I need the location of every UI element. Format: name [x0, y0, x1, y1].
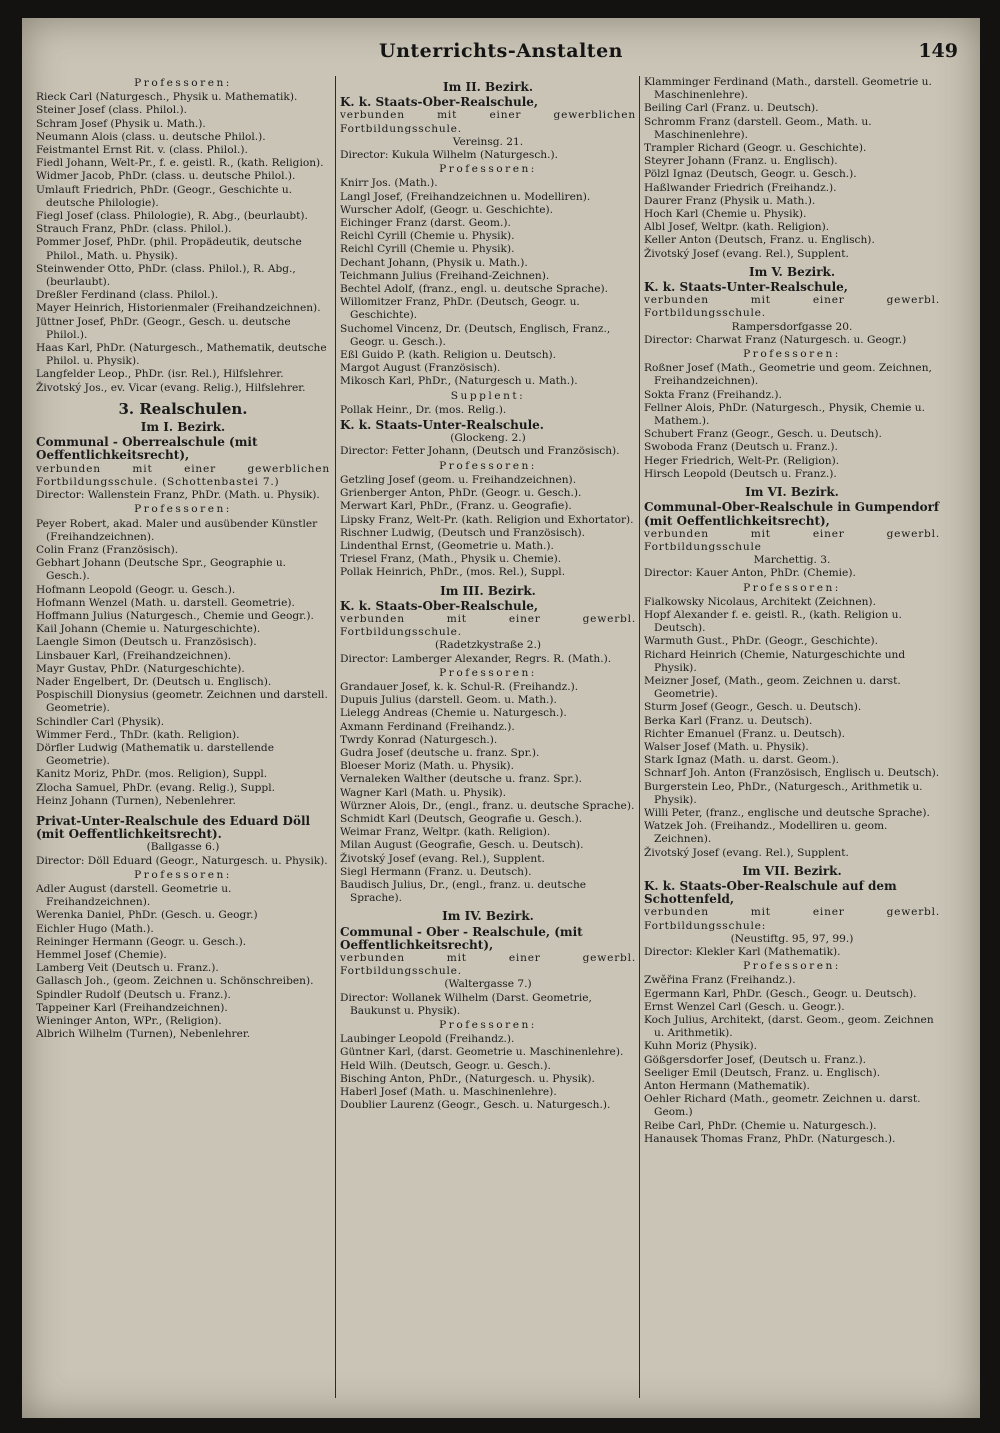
column-1	[36, 76, 330, 1398]
staff-entry: Colin Franz (Französisch).	[36, 543, 179, 556]
school-title: Communal-Ober-Realschule in Gumpendorf (mit Oeffentlichkeitsrecht),	[644, 500, 940, 528]
staff-entry: Gudra Josef (deutsche u. franz. Spr.).	[340, 746, 540, 759]
staff-entry: Siegl Hermann (Franz. u. Deutsch).	[340, 865, 532, 878]
address-line: (Glockeng. 2.)	[450, 432, 526, 445]
staff-entry: Heinz Johann (Turnen), Nebenlehrer.	[36, 794, 236, 807]
school-description: verbunden mit einer gewerbl. Fortbildungsschule.	[644, 294, 940, 320]
staff-entry: Vernaleken Walther (deutsche u. franz. Spr.).	[340, 773, 583, 786]
staff-entry: Hanausek Thomas Franz, PhDr. (Naturgesch.).	[644, 1132, 896, 1145]
staff-entry: Strauch Franz, PhDr. (class. Philol.).	[36, 223, 232, 236]
staff-entry: Bechtel Adolf, (franz., engl. u. deutsche Sprache).	[340, 283, 608, 296]
staff-entry: Heger Friedrich, Welt-Pr. (Religion).	[644, 454, 840, 467]
staff-entry: Gebhart Johann (Deutsche Spr., Geographie u. Gesch.).	[36, 557, 287, 583]
staff-entry: Haßlwander Friedrich (Freihandz.).	[644, 181, 837, 194]
staff-entry: Weimar Franz, Weltpr. (kath. Religion).	[340, 826, 551, 839]
section-heading: Professoren:	[439, 459, 537, 472]
staff-entry: Güntner Karl, (darst. Geometrie u. Maschinenlehre).	[340, 1046, 624, 1059]
school-description: verbunden mit einer gewerbl. Fortbildungsschule.	[340, 612, 636, 639]
staff-entry: Sokta Franz (Freihandz.).	[644, 388, 782, 401]
staff-entry: Director: Klekler Karl (Mathematik).	[644, 946, 841, 958]
staff-entry: Schmidt Karl (Deutsch, Geografie u. Gesch.).	[340, 812, 583, 825]
section-heading: Professoren:	[439, 163, 537, 176]
staff-entry: Gößgersdorfer Josef, (Deutsch u. Franz.).	[644, 1053, 867, 1066]
staff-entry: Richard Heinrich (Chemie, Naturgeschichte und Physik).	[644, 648, 906, 674]
staff-entry: Lamberg Veit (Deutsch u. Franz.).	[36, 962, 219, 975]
staff-entry: Dechant Johann, (Physik u. Math.).	[340, 256, 528, 269]
staff-entry: Langl Josef, (Freihandzeichnen u. Modelliren).	[340, 190, 591, 203]
staff-entry: Albrich Wilhelm (Turnen), Nebenlehrer.	[36, 1028, 251, 1041]
staff-entry: Margot August (Französisch).	[340, 362, 501, 375]
staff-entry: Tappeiner Karl (Freihandzeichnen).	[36, 1001, 228, 1014]
staff-entry: Bisching Anton, PhDr., (Naturgesch. u. Physik).	[340, 1072, 595, 1085]
school-title: K. k. Staats-Unter-Realschule.	[340, 418, 544, 433]
staff-entry: Kanitz Moriz, PhDr. (mos. Religion), Suppl.	[36, 768, 268, 781]
staff-entry: Životský Josef (evang. Rel.), Supplent.	[340, 852, 545, 865]
staff-entry: Wieninger Anton, WPr., (Religion).	[36, 1015, 222, 1028]
staff-entry: Grienberger Anton, PhDr. (Geogr. u. Gesch.).	[340, 487, 582, 500]
staff-entry: Umlauft Friedrich, PhDr. (Geogr., Geschichte u. deutsche Philologie).	[36, 183, 293, 209]
staff-entry: Eichler Hugo (Math.).	[36, 922, 154, 935]
staff-entry: Mikosch Karl, PhDr., (Naturgesch u. Math.).	[340, 375, 578, 388]
district-heading: Im VI. Bezirk.	[745, 485, 839, 500]
section-heading: Professoren:	[134, 77, 232, 89]
staff-entry: Widmer Jacob, PhDr. (class. u. deutsche Philol.).	[36, 170, 296, 183]
staff-entry: Dörfler Ludwig (Mathematik u. darstellende Geometrie).	[36, 741, 274, 768]
staff-entry: Wagner Karl (Math. u. Physik).	[340, 786, 506, 799]
staff-entry: Hopf Alexander f. e. geistl. R., (kath. Religion u. Deutsch).	[644, 608, 902, 635]
staff-entry: Seeliger Emil (Deutsch, Franz. u. Englisch).	[644, 1066, 881, 1079]
staff-entry: Pollak Heinrich, PhDr., (mos. Rel.), Suppl.	[340, 566, 566, 579]
address-line: (Radetzkystraße 2.)	[435, 639, 541, 652]
staff-entry: Kuhn Moriz (Physik).	[644, 1040, 757, 1053]
spacer	[36, 808, 330, 813]
staff-entry: Meizner Josef, (Math., geom. Zeichnen u. darst. Geometrie).	[644, 674, 901, 701]
section-heading: Supplent:	[450, 389, 526, 402]
staff-entry: Laubinger Leopold (Freihandz.).	[340, 1033, 515, 1046]
staff-entry: Schnarf Joh. Anton (Französisch, Englisch u. Deutsch).	[644, 767, 940, 780]
staff-entry: Reininger Hermann (Geogr. u. Gesch.).	[36, 935, 247, 948]
staff-entry: Director: Charwat Franz (Naturgesch. u. Geogr.)	[644, 333, 907, 346]
school-description: verbunden mit einer gewerblichen Fortbildungsschule.	[340, 109, 636, 135]
staff-entry: Fiedl Johann, Welt-Pr., f. e. geistl. R., (kath. Religion).	[36, 157, 324, 170]
staff-entry: Würzner Alois, Dr., (engl., franz. u. deutsche Sprache).	[340, 799, 635, 812]
page-title: Unterrichts-Anstalten	[379, 40, 623, 62]
chapter-heading: 3. Realschulen.	[118, 399, 248, 418]
address-line: (Ballgasse 6.)	[146, 841, 220, 854]
staff-entry: Milan August (Geografie, Gesch. u. Deutsch).	[340, 839, 584, 852]
staff-entry: Pollak Heinr., Dr. (mos. Relig.).	[340, 403, 507, 416]
staff-entry: Oehler Richard (Math., geometr. Zeichnen u. darst. Geom.)	[644, 1093, 921, 1119]
staff-entry: Walser Josef (Math. u. Physik).	[644, 740, 809, 753]
staff-entry: Mayer Heinrich, Historienmaler (Freihandzeichnen).	[36, 302, 321, 315]
running-head	[22, 40, 980, 70]
staff-entry: Eßl Guido P. (kath. Religion u. Deutsch).	[340, 349, 557, 362]
staff-entry: Zlocha Samuel, PhDr. (evang. Relig.), Suppl.	[36, 781, 275, 794]
staff-entry: Egermann Karl, PhDr. (Gesch., Geogr. u. Deutsch).	[644, 987, 917, 1000]
staff-entry: Životský Josef (evang. Rel.), Supplent.	[644, 846, 849, 859]
school-title: K. k. Staats-Unter-Realschule,	[644, 280, 848, 295]
staff-entry: Eichinger Franz (darst. Geom.).	[340, 217, 511, 230]
staff-entry: Fialkowsky Nicolaus, Architekt (Zeichnen).	[644, 595, 876, 608]
staff-entry: Beiling Carl (Franz. u. Deutsch).	[644, 102, 819, 115]
staff-entry: Langfelder Leop., PhDr. (isr. Rel.), Hilfslehrer.	[36, 368, 284, 381]
staff-entry: Warmuth Gust., PhDr. (Geogr., Geschichte).	[644, 635, 878, 648]
school-description: verbunden mit einer gewerbl. Fortbildungsschule:	[644, 906, 940, 932]
staff-entry: Richter Emanuel (Franz. u. Deutsch).	[644, 727, 845, 740]
staff-entry: Director: Döll Eduard (Geogr., Naturgesch. u. Physik).	[36, 854, 328, 867]
staff-entry: Pölzl Ignaz (Deutsch, Geogr. u. Gesch.).	[644, 168, 857, 181]
staff-entry: Trampler Richard (Geogr. u. Geschichte).	[644, 142, 867, 155]
staff-entry: Wurscher Adolf, (Geogr. u. Geschichte).	[340, 203, 554, 216]
district-heading: Im III. Bezirk.	[440, 583, 536, 598]
section-heading: Professoren:	[743, 960, 841, 973]
staff-entry: Peyer Robert, akad. Maler und ausübender Künstler (Freihandzeichnen).	[36, 517, 318, 543]
staff-entry: Haberl Josef (Math. u. Maschinenlehre).	[340, 1086, 557, 1099]
staff-entry: Baudisch Julius, Dr., (engl., franz. u. deutsche Sprache).	[340, 878, 587, 905]
staff-entry: Neumann Alois (class. u. deutsche Philol.).	[36, 130, 266, 143]
staff-entry: Willi Peter, (franz., englische und deutsche Sprache).	[644, 806, 930, 819]
staff-entry: Haas Karl, PhDr. (Naturgesch., Mathematik, deutsche Philol. u. Physik).	[36, 342, 327, 368]
staff-entry: Watzek Joh. (Freihandz., Modelliren u. geom. Zeichnen).	[644, 820, 888, 846]
staff-entry: Hoch Karl (Chemie u. Physik).	[644, 208, 807, 221]
staff-entry: Nader Engelbert, Dr. (Deutsch u. Englisch).	[36, 675, 272, 688]
staff-entry: Laengle Simon (Deutsch u. Französisch).	[36, 636, 257, 649]
staff-entry: Roßner Josef (Math., Geometrie und geom. Zeichnen, Freihandzeichnen).	[644, 362, 932, 388]
section-heading: Professoren:	[134, 868, 232, 881]
district-heading: Im V. Bezirk.	[748, 264, 836, 279]
staff-entry: Hirsch Leopold (Deutsch u. Franz.).	[644, 467, 837, 480]
staff-entry: Pommer Josef, PhDr. (phil. Propädeutik, deutsche Philol., Math. u. Physik).	[36, 236, 302, 262]
school-title: Communal - Ober - Realschule, (mit Oeffentlichkeitsrecht),	[340, 924, 583, 952]
staff-entry: Held Wilh. (Deutsch, Geogr. u. Gesch.).	[340, 1059, 551, 1072]
school-description: verbunden mit einer gewerbl. Fortbildungsschule	[644, 527, 940, 553]
district-heading: Im I. Bezirk.	[140, 420, 226, 435]
staff-entry: Lipsky Franz, Welt-Pr. (kath. Religion und Exhortator).	[340, 513, 634, 526]
staff-entry: Director: Kauer Anton, PhDr. (Chemie).	[644, 567, 856, 580]
staff-entry: Jüttner Josef, PhDr. (Geogr., Gesch. u. deutsche Philol.).	[36, 315, 291, 341]
column-2	[340, 76, 636, 1398]
staff-entry: Getzling Josef (geom. u. Freihandzeichnen).	[340, 473, 577, 486]
staff-entry: Dupuis Julius (darstell. Geom. u. Math.).	[340, 694, 557, 707]
staff-entry: Koch Julius, Architekt, (darst. Geom., geom. Zeichnen u. Arithmetik).	[644, 1014, 934, 1040]
staff-entry: Gallasch Joh., (geom. Zeichnen u. Schönschreiben).	[36, 975, 314, 988]
staff-entry: Zwěřina Franz (Freihandz.).	[644, 974, 796, 987]
staff-entry: Steyrer Johann (Franz. u. Englisch).	[644, 155, 838, 168]
staff-entry: Ernst Wenzel Carl (Gesch. u. Geogr.).	[644, 1000, 845, 1013]
school-title: K. k. Staats-Ober-Realschule,	[340, 95, 539, 110]
section-heading: Professoren:	[439, 1019, 537, 1032]
page-number: 149	[918, 40, 958, 62]
staff-entry: Fellner Alois, PhDr. (Naturgesch., Physik, Chemie u. Mathem.).	[644, 401, 925, 428]
staff-entry: Grandauer Josef, k. k. Schul-R. (Freihandz.).	[340, 680, 579, 693]
district-heading: Im II. Bezirk.	[442, 80, 534, 94]
staff-entry: Lielegg Andreas (Chemie u. Naturgesch.).	[340, 707, 567, 720]
staff-entry: Spindler Rudolf (Deutsch u. Franz.).	[36, 988, 231, 1001]
section-heading: Professoren:	[743, 581, 841, 594]
school-description: verbunden mit einer gewerblichen Fortbildungsschule. (Schottenbastei 7.)	[36, 462, 330, 488]
staff-entry: Adler August (darstell. Geometrie u. Freihandzeichnen).	[36, 882, 232, 909]
staff-entry: Albl Josef, Weltpr. (kath. Religion).	[644, 221, 830, 234]
address-line: (Waltergasse 7.)	[444, 978, 532, 991]
staff-entry: Linsbauer Karl, (Freihandzeichnen).	[36, 649, 232, 662]
staff-entry: Životský Jos., ev. Vicar (evang. Relig.), Hilfslehrer.	[36, 381, 306, 394]
section-heading: Professoren:	[743, 348, 841, 361]
staff-entry: Mayr Gustav, PhDr. (Naturgeschichte).	[36, 662, 245, 675]
column-divider	[335, 76, 336, 1398]
staff-entry: Dreßler Ferdinand (class. Philol.).	[36, 289, 219, 302]
school-title: K. k. Staats-Ober-Realschule auf dem Schottenfeld,	[644, 878, 897, 907]
staff-entry: Fiegl Josef (class. Philologie), R. Abg., (beurlaubt).	[36, 210, 308, 223]
staff-entry: Twrdy Konrad (Naturgesch.).	[340, 733, 498, 746]
staff-entry: Doublier Laurenz (Geogr., Gesch. u. Naturgesch.).	[340, 1099, 611, 1112]
staff-entry: Schindler Carl (Physik).	[36, 715, 165, 728]
staff-entry: Reichl Cyrill (Chemie u. Physik).	[340, 243, 515, 256]
staff-entry: Werenka Daniel, PhDr. (Gesch. u. Geogr.)	[36, 909, 258, 922]
staff-entry: Rischner Ludwig, (Deutsch und Französisch).	[340, 526, 586, 539]
district-heading: Im VII. Bezirk.	[742, 863, 842, 878]
address-line: Marchettig. 3.	[753, 554, 831, 567]
column-3	[644, 76, 940, 1398]
staff-entry: Keller Anton (Deutsch, Franz. u. Englisch).	[644, 234, 875, 247]
staff-entry: Swoboda Franz (Deutsch u. Franz.).	[644, 441, 838, 454]
section-heading: Professoren:	[439, 666, 537, 679]
staff-entry: Životský Josef (evang. Rel.), Supplent.	[644, 247, 849, 260]
staff-entry: Knirr Jos. (Math.).	[340, 177, 438, 190]
staff-entry: Anton Hermann (Mathematik).	[644, 1080, 810, 1093]
school-description: verbunden mit einer gewerbl. Fortbildungsschule.	[340, 952, 636, 978]
staff-entry: Teichmann Julius (Freihand-Zeichnen).	[340, 269, 550, 282]
staff-entry: Axmann Ferdinand (Freihandz.).	[340, 720, 515, 733]
staff-entry: Reichl Cyrill (Chemie u. Physik).	[340, 230, 515, 243]
staff-entry: Stark Ignaz (Math. u. darst. Geom.).	[644, 754, 840, 767]
staff-entry: Sturm Josef (Geogr., Gesch. u. Deutsch).	[644, 701, 862, 714]
page	[22, 18, 980, 1418]
staff-entry: Rieck Carl (Naturgesch., Physik u. Mathematik).	[36, 91, 298, 104]
address-line: Vereinsg. 21.	[452, 135, 524, 148]
address-line: Rampersdorfgasse 20.	[731, 320, 853, 333]
staff-entry: Merwart Karl, PhDr., (Franz. u. Geografie).	[340, 500, 572, 513]
staff-entry: Bloeser Moriz (Math. u. Physik).	[340, 760, 514, 773]
staff-entry: Pospischill Dionysius (geometr. Zeichnen und darstell. Geometrie).	[36, 689, 328, 715]
school-title: K. k. Staats-Ober-Realschule,	[340, 598, 539, 613]
staff-entry: Hemmel Josef (Chemie).	[36, 949, 167, 961]
staff-entry: Schram Josef (Physik u. Math.).	[36, 117, 206, 130]
district-heading: Im IV. Bezirk.	[442, 909, 534, 924]
staff-entry: Reibe Carl, PhDr. (Chemie u. Naturgesch.).	[644, 1119, 877, 1132]
staff-entry: Director: Fetter Johann, (Deutsch und Französisch).	[340, 445, 620, 458]
school-title: Communal - Oberrealschule (mit Oeffentlichkeitsrecht),	[36, 435, 258, 463]
staff-entry: Willomitzer Franz, PhDr. (Deutsch, Geogr. u. Geschichte).	[340, 296, 580, 322]
staff-entry: Steiner Josef (class. Philol.).	[36, 104, 188, 117]
staff-entry: Director: Lamberger Alexander, Regrs. R. (Math.).	[340, 652, 612, 665]
staff-entry: Berka Karl (Franz. u. Deutsch).	[644, 714, 813, 727]
staff-entry: Suchomel Vincenz, Dr. (Deutsch, Englisch, Franz., Geogr. u. Gesch.).	[340, 322, 611, 348]
staff-entry: Steinwender Otto, PhDr. (class. Philol.), R. Abg., (beurlaubt).	[36, 262, 296, 289]
staff-entry: Kail Johann (Chemie u. Naturgeschichte).	[36, 623, 261, 636]
staff-entry: Klamminger Ferdinand (Math., darstell. Geometrie u. Maschinenlehre).	[644, 76, 932, 102]
school-title: Privat-Unter-Realschule des Eduard Döll (mit Oeffentlichkeitsrecht).	[36, 813, 311, 842]
staff-entry: Wimmer Ferd., ThDr. (kath. Religion).	[36, 728, 240, 741]
staff-entry: Triesel Franz, (Math., Physik u. Chemie).	[340, 553, 562, 566]
staff-entry: Daurer Franz (Physik u. Math.).	[644, 194, 816, 207]
staff-entry: Hoffmann Julius (Naturgesch., Chemie und Geogr.).	[36, 609, 314, 622]
staff-entry: Director: Wollanek Wilhelm (Darst. Geometrie, Baukunst u. Physik).	[340, 991, 592, 1017]
staff-entry: Hofmann Wenzel (Math. u. darstell. Geometrie).	[36, 596, 295, 609]
staff-entry: Feistmantel Ernst Rit. v. (class. Philol.).	[36, 144, 248, 157]
staff-entry: Director: Wallenstein Franz, PhDr. (Math. u. Physik).	[36, 489, 320, 502]
staff-entry: Burgerstein Leo, PhDr., (Naturgesch., Arithmetik u. Physik).	[644, 780, 923, 806]
staff-entry: Lindenthal Ernst, (Geometrie u. Math.).	[340, 539, 554, 552]
section-heading: Professoren:	[134, 503, 232, 516]
staff-entry: Director: Kukula Wilhelm (Naturgesch.).	[340, 149, 558, 162]
address-line: (Neustiftg. 95, 97, 99.)	[730, 932, 854, 945]
staff-entry: Schromm Franz (darstell. Geom., Math. u. Maschinenlehre).	[644, 115, 872, 141]
staff-entry: Schubert Franz (Geogr., Gesch. u. Deutsch).	[644, 428, 882, 441]
column-divider	[639, 76, 640, 1398]
staff-entry: Hofmann Leopold (Geogr. u. Gesch.).	[36, 583, 236, 596]
